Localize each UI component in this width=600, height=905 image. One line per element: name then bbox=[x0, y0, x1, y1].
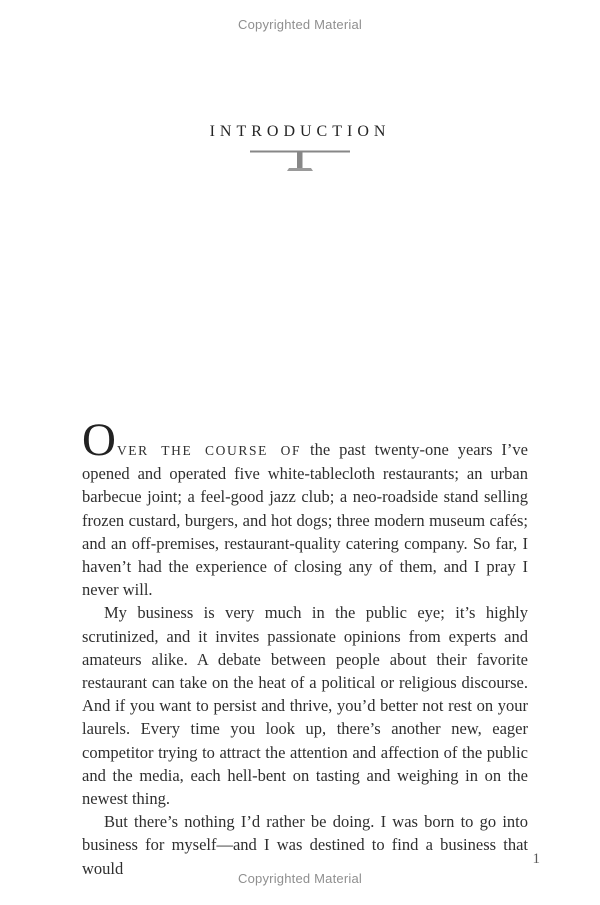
copyright-notice-top: Copyrighted Material bbox=[238, 17, 362, 32]
chapter-number-graphic bbox=[250, 149, 350, 175]
paragraph-opening bbox=[82, 414, 528, 601]
chapter-number-ornament bbox=[0, 149, 600, 175]
paragraph-two: My business is very much in the public eye; it’s highly scrutinized, and it invites passionate opinions from experts and amateurs alike. A debate between people about their favorite restaurant can take on the heat of a political or religious discourse. And if you want to persist and thrive, you’d better not rest on your laurels. Every time you look up, there’s another new, eager competitor trying to attract the attention and affection of the public and the media, each hell-bent on tasting and weighing in on the newest thing. bbox=[82, 603, 528, 809]
page-text bbox=[82, 414, 528, 880]
paragraph-three: But there’s nothing I’d rather be doing. I was born to go into business for myself—and I was destined to find a business that would bbox=[82, 812, 528, 878]
raised-initial-cap: O bbox=[82, 414, 117, 466]
page-number: 1 bbox=[532, 851, 540, 867]
lead-in-small-caps: VER THE COURSE OF bbox=[116, 443, 302, 458]
paragraph-opening-text: the past twenty-one years I’ve opened and operated five white-tablecloth restaurants; an urban barbecue joint; a feel-good jazz club; a neo-roadside stand selling frozen custard, burgers, and hot dogs; three modern museum cafés; and an off-premises, restaurant-quality catering company. So far, I haven’t had the experience of closing any of them, and I pray I never will. bbox=[82, 440, 528, 600]
chapter-heading: INTRODUCTION bbox=[209, 123, 391, 140]
copyright-notice-bottom: Copyrighted Material bbox=[238, 871, 362, 886]
